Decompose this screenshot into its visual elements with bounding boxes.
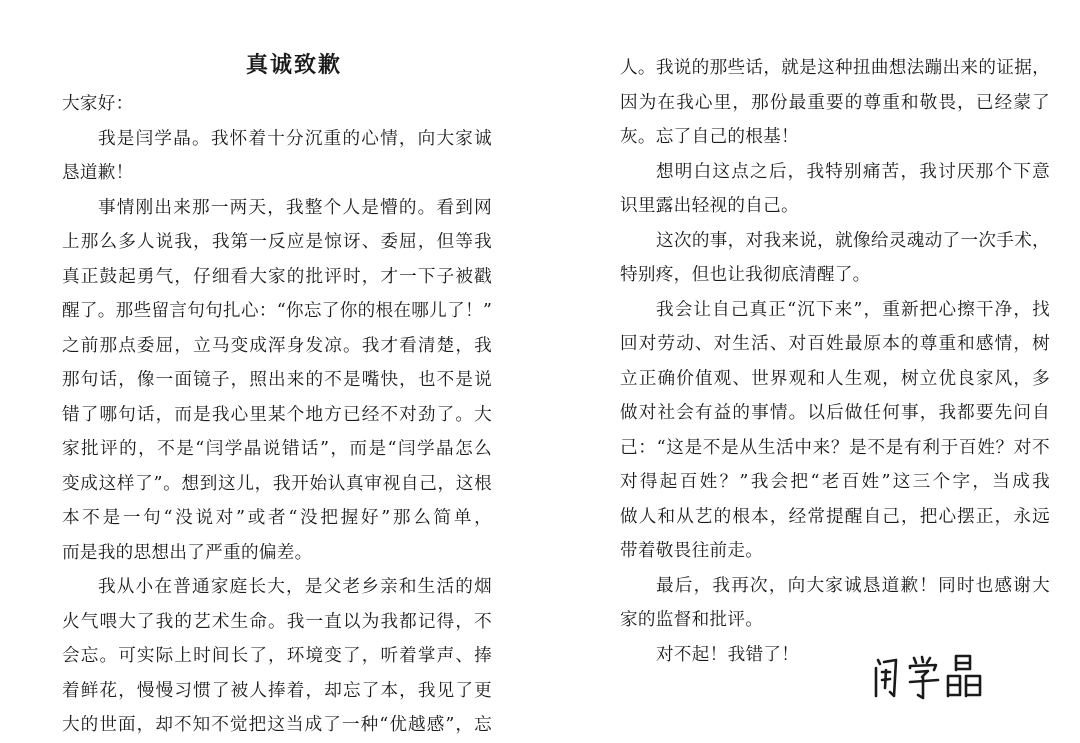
text-line: 着鲜花，慢慢习惯了被人捧着，却忘了本，我见了更 [62,680,492,701]
text-line: 而是我的思想出了严重的偏差。 [62,542,313,563]
text-line: 这次的事，对我来说，就像给灵魂动了一次手术， [656,230,1050,251]
text-line: 醒了。那些留言句句扎心：“你忘了你的根在哪儿了！” [62,301,493,321]
left-column-text [62,87,492,743]
text-line: 最后，我再次，向大家诚恳道歉！同时也感谢大 [656,575,1050,596]
text-line: 人。我说的那些话，就是这种扭曲想法蹦出来的证据， [620,58,1050,78]
text-line: 做人和从艺的根本，经常提醒自己，把心摆正，永远 [620,506,1050,527]
text-line: 本不是一句“没说对”或者“没把握好”那么简单， [62,508,492,528]
text-line: 想明白这点之后，我特别痛苦，我讨厌那个下意 [656,161,1050,182]
text-line: 我会让自己真正“沉下来”，重新把心擦干净，找 [656,299,1050,320]
text-line: 火气喂大了我的艺术生命。我一直以为我都记得，不 [62,611,492,632]
right-column-text [620,51,1050,672]
text-line: 对不起！我错了！ [656,644,800,665]
text-line: 特别疼，但也让我彻底清醒了。 [620,265,871,285]
text-line: 真正鼓起勇气，仔细看大家的批评时，才一下子被戳 [62,266,492,287]
text-line: 家的监督和批评。 [620,610,764,630]
text-line: 己：“这是不是从生活中来？是不是有利于百姓？对不 [620,437,1050,458]
text-line: 事情刚出来那一两天，我整个人是懵的。看到网 [98,197,492,218]
handwritten-signature [870,652,990,704]
text-line: 做对社会有益的事情。以后做任何事，我都要先问自 [620,403,1050,423]
text-line: 我是闫学晶。我怀着十分沉重的心情，向大家诚 [98,128,492,149]
text-line: 回对劳动、对生活、对百姓最原本的尊重和感情，树 [620,334,1050,354]
text-line: 灰。忘了自己的根基！ [620,127,799,147]
text-line: 那句话，像一面镜子，照出来的不是嘴快，也不是说 [62,370,492,390]
text-line: 错了哪句话，而是我心里某个地方已经不对劲了。大 [62,404,492,425]
text-line: 立正确价值观、世界观和人生观，树立优良家风，多 [620,368,1050,389]
text-line: 因为在我心里，那份最重要的尊重和敬畏，已经蒙了 [620,92,1050,113]
text-line: 识里露出轻视的自己。 [620,196,799,216]
text-line: 带着敬畏往前走。 [620,541,764,561]
text-line: 对得起百姓？”我会把“老百姓”这三个字，当成我 [620,472,1050,492]
text-line: 变成这样了”。想到这儿，我开始认真审视自己，这根 [62,473,492,494]
text-line: 之前那点委屈，立马变成浑身发凉。我才看清楚，我 [62,335,492,356]
document-title: 真诚致歉 [245,52,342,78]
text-line: 大的世面，却不知不觉把这当成了一种“优越感”，忘 [62,715,492,735]
text-line: 恳道歉！ [62,163,134,183]
text-line: 家批评的，不是“闫学晶说错话”，而是“闫学晶怎么 [62,439,492,459]
text-line: 大家好： [62,94,134,114]
text-line: 上那么多人说我，我第一反应是惊讶、委屈，但等我 [62,232,492,252]
text-line: 会忘。可实际上时间长了，环境变了，听着掌声、捧 [62,646,492,666]
text-line: 我从小在普通家庭长大，是父老乡亲和生活的烟 [98,577,492,597]
